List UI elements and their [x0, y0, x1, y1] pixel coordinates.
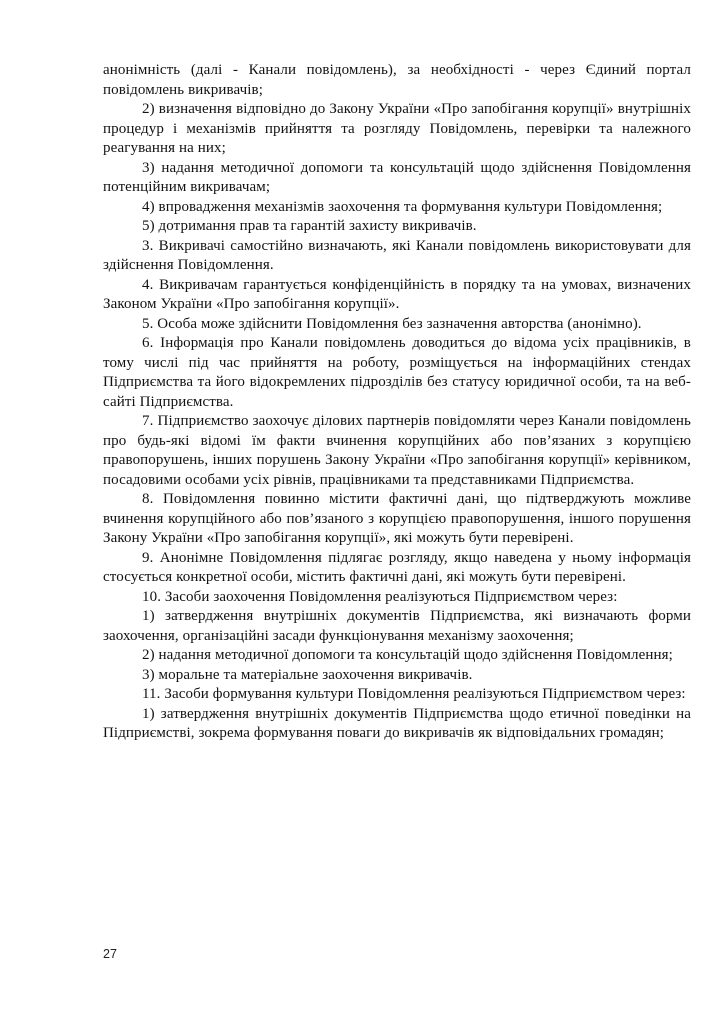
document-body	[103, 61, 691, 744]
paragraph: 9. Анонімне Повідомлення підлягає розгляду, якщо наведена у ньому інформація стосується конкретної особи, містить фактичні дані, які можуть бути перевірені.	[103, 549, 691, 585]
paragraph: 4. Викривачам гарантується конфіденційність в порядку та на умовах, визначених Законом України «Про запобігання корупції».	[103, 276, 691, 312]
paragraph: анонімність (далі - Канали повідомлень), за необхідності - через Єдиний портал повідомлень викривачів;	[103, 62, 691, 98]
paragraph: 6. Інформація про Канали повідомлень доводиться до відома усіх працівників, в тому числі під час прийняття на роботу, розміщується на інформаційних стендах Підприємства та його відокремлених підрозділів без статусу юридичної особи, та на веб-сайті Підприємства.	[103, 335, 691, 410]
paragraph: 5. Особа може здійснити Повідомлення без зазначення авторства (анонімно).	[142, 315, 642, 332]
paragraph: 1) затвердження внутрішніх документів Підприємства щодо етичної поведінки на Підприємстві, зокрема формування поваги до викривачів як відповідальних громадян;	[103, 705, 691, 741]
paragraph: 2) визначення відповідно до Закону України «Про запобігання корупції» внутрішніх процедур і механізмів прийняття та розгляду Повідомлень, перевірки та належного реагування на них;	[103, 101, 691, 156]
paragraph: 7. Підприємство заохочує ділових партнерів повідомляти через Канали повідомлень про будь-які відомі їм факти вчинення корупційних або пов’язаних з корупцією правопорушень, інших порушень Закону України «Про запобігання корупції» керівником, посадовими особами усіх рівнів, працівниками та представниками Підприємства.	[103, 413, 691, 488]
paragraph: 3. Викривачі самостійно визначають, які Канали повідомлень використовувати для здійснення Повідомлення.	[103, 237, 691, 273]
page-number: 27	[103, 947, 117, 961]
paragraph: 11. Засоби формування культури Повідомлення реалізуються Підприємством через:	[142, 686, 686, 702]
paragraph: 3) надання методичної допомоги та консультацій щодо здійснення Повідомлення потенційним викривачам;	[103, 159, 691, 195]
paragraph: 1) затвердження внутрішніх документів Підприємства, які визначають форми заохочення, організаційні засади функціонування механізму заохочення;	[103, 608, 691, 644]
paragraph: 10. Засоби заохочення Повідомлення реалізуються Підприємством через:	[142, 588, 618, 605]
paragraph: 8. Повідомлення повинно містити фактичні дані, що підтверджують можливе вчинення корупційного або пов’язаного з корупцією правопорушення, іншого порушення Закону України «Про запобігання корупції», які можуть бути перевірені.	[103, 491, 691, 546]
paragraph: 3) моральне та матеріальне заохочення викривачів.	[142, 666, 473, 683]
paragraph: 4) впровадження механізмів заохочення та формування культури Повідомлення;	[142, 198, 663, 215]
paragraph: 5) дотримання прав та гарантій захисту викривачів.	[142, 218, 477, 234]
paragraph: 2) надання методичної допомоги та консультацій щодо здійснення Повідомлення;	[142, 647, 673, 663]
